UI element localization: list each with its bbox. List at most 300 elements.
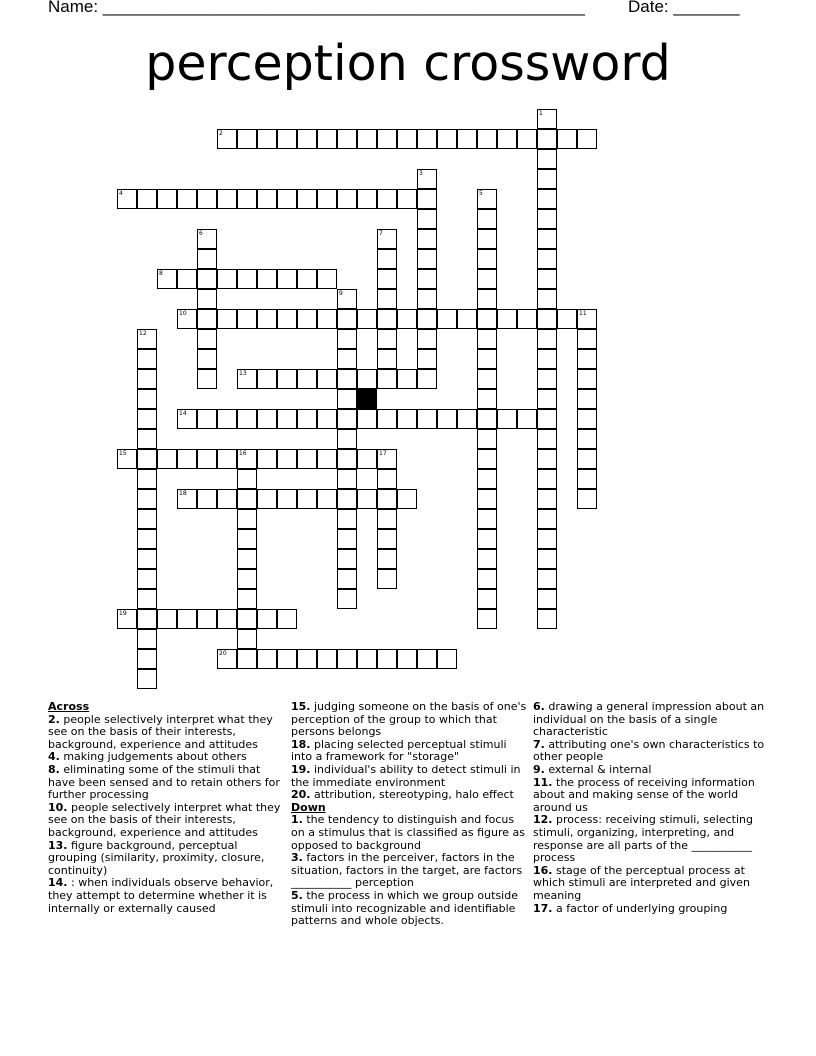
- clue-number: 19: [119, 610, 127, 617]
- grid-cell[interactable]: [377, 529, 397, 549]
- grid-cell[interactable]: [237, 449, 257, 469]
- grid-cell[interactable]: [317, 269, 337, 289]
- grid-cell[interactable]: [537, 529, 557, 549]
- grid-cell[interactable]: [477, 129, 497, 149]
- grid-cell[interactable]: [537, 449, 557, 469]
- clue-number: 17: [379, 450, 387, 457]
- grid-cell[interactable]: [137, 389, 157, 409]
- grid-cell[interactable]: [337, 489, 357, 509]
- clue-number: 3: [419, 170, 423, 177]
- grid-cell[interactable]: [337, 549, 357, 569]
- grid-cell[interactable]: [137, 569, 157, 589]
- grid-cell[interactable]: [337, 649, 357, 669]
- clue-number: 12: [139, 330, 147, 337]
- grid-cell[interactable]: [397, 129, 417, 149]
- grid-cell[interactable]: [377, 409, 397, 429]
- clue-number: 6: [199, 230, 203, 237]
- grid-cell[interactable]: [537, 249, 557, 269]
- grid-cell[interactable]: [417, 129, 437, 149]
- clue-column-2: [291, 701, 531, 928]
- grid-cell[interactable]: [477, 389, 497, 409]
- grid-cell[interactable]: [477, 509, 497, 529]
- grid-cell[interactable]: [137, 469, 157, 489]
- clue-column-3: [533, 701, 773, 915]
- grid-cell[interactable]: [297, 309, 317, 329]
- grid-cell[interactable]: [437, 649, 457, 669]
- grid-cell[interactable]: [137, 349, 157, 369]
- clue-across-4: 4. making judgements about others: [48, 750, 247, 764]
- grid-cell[interactable]: [417, 409, 437, 429]
- grid-cell[interactable]: [297, 489, 317, 509]
- grid-cell[interactable]: [577, 449, 597, 469]
- grid-cell[interactable]: [537, 489, 557, 509]
- grid-cell[interactable]: [137, 429, 157, 449]
- grid-cell[interactable]: [197, 369, 217, 389]
- grid-cell[interactable]: [177, 609, 197, 629]
- grid-cell[interactable]: [197, 229, 217, 249]
- grid-cell[interactable]: [317, 189, 337, 209]
- name-field-label: Name: ___________________________________________________: [48, 0, 585, 16]
- grid-cell[interactable]: [377, 189, 397, 209]
- grid-cell[interactable]: [337, 449, 357, 469]
- grid-cell[interactable]: [477, 489, 497, 509]
- grid-cell[interactable]: [357, 409, 377, 429]
- grid-cell[interactable]: [377, 129, 397, 149]
- grid-cell[interactable]: [577, 329, 597, 349]
- grid-cell[interactable]: [297, 449, 317, 469]
- clue-across-19: 19. individual's ability to detect stimuli in the immediate environment: [291, 762, 521, 789]
- grid-cell[interactable]: [237, 609, 257, 629]
- grid-cell[interactable]: [277, 649, 297, 669]
- grid-cell[interactable]: [537, 289, 557, 309]
- grid-cell[interactable]: [417, 329, 437, 349]
- grid-cell[interactable]: [377, 469, 397, 489]
- grid-cell[interactable]: [537, 309, 557, 329]
- grid-cell[interactable]: [477, 409, 497, 429]
- grid-cell[interactable]: [237, 629, 257, 649]
- grid-cell[interactable]: [537, 189, 557, 209]
- grid-cell[interactable]: [417, 209, 437, 229]
- grid-cell[interactable]: [377, 489, 397, 509]
- grid-cell[interactable]: [177, 489, 197, 509]
- grid-cell[interactable]: [377, 349, 397, 369]
- grid-cell[interactable]: [537, 129, 557, 149]
- grid-cell[interactable]: [417, 189, 437, 209]
- grid-cell[interactable]: [577, 309, 597, 329]
- grid-cell[interactable]: [197, 349, 217, 369]
- grid-cell[interactable]: [137, 669, 157, 689]
- grid-cell[interactable]: [497, 409, 517, 429]
- grid-cell[interactable]: [457, 309, 477, 329]
- grid-cell[interactable]: [477, 309, 497, 329]
- grid-cell[interactable]: [397, 489, 417, 509]
- grid-cell[interactable]: [197, 309, 217, 329]
- grid-cell[interactable]: [197, 409, 217, 429]
- grid-cell[interactable]: [157, 189, 177, 209]
- clue-across-18: 18. placing selected perceptual stimuli into a framework for "storage": [291, 737, 507, 764]
- grid-cell[interactable]: [557, 309, 577, 329]
- grid-cell[interactable]: [357, 369, 377, 389]
- grid-cell[interactable]: [477, 589, 497, 609]
- grid-cell[interactable]: [377, 509, 397, 529]
- clue-across-15: 15. judging someone on the basis of one's perception of the group to which that persons belongs: [291, 700, 527, 739]
- grid-cell[interactable]: [257, 409, 277, 429]
- grid-cell[interactable]: [237, 409, 257, 429]
- grid-cell[interactable]: [477, 609, 497, 629]
- grid-cell[interactable]: [377, 549, 397, 569]
- grid-cell[interactable]: [317, 409, 337, 429]
- grid-cell[interactable]: [197, 329, 217, 349]
- grid-cell[interactable]: [257, 269, 277, 289]
- grid-cell[interactable]: [297, 189, 317, 209]
- grid-cell[interactable]: [317, 369, 337, 389]
- grid-cell[interactable]: [197, 289, 217, 309]
- grid-cell[interactable]: [417, 249, 437, 269]
- grid-cell[interactable]: [457, 129, 477, 149]
- grid-cell[interactable]: [137, 489, 157, 509]
- grid-cell[interactable]: [497, 309, 517, 329]
- grid-cell[interactable]: [237, 549, 257, 569]
- grid-cell[interactable]: [477, 269, 497, 289]
- grid-cell[interactable]: [477, 289, 497, 309]
- grid-cell[interactable]: [417, 169, 437, 189]
- grid-cell[interactable]: [277, 369, 297, 389]
- grid-cell[interactable]: [477, 349, 497, 369]
- grid-cell[interactable]: [477, 549, 497, 569]
- grid-cell[interactable]: [537, 429, 557, 449]
- grid-cell[interactable]: [297, 369, 317, 389]
- grid-cell[interactable]: [417, 269, 437, 289]
- grid-cell[interactable]: [517, 309, 537, 329]
- grid-cell[interactable]: [137, 509, 157, 529]
- grid-cell[interactable]: [257, 489, 277, 509]
- clue-down-3: 3. factors in the perceiver, factors in the situation, factors in the target, are factors ___________ perception: [291, 851, 523, 890]
- grid-cell[interactable]: [357, 449, 377, 469]
- grid-cell[interactable]: [157, 609, 177, 629]
- grid-cell[interactable]: [337, 309, 357, 329]
- clue-number: 11: [579, 310, 587, 317]
- grid-cell[interactable]: [377, 269, 397, 289]
- grid-cell[interactable]: [297, 129, 317, 149]
- grid-cell[interactable]: [237, 269, 257, 289]
- grid-cell[interactable]: [517, 409, 537, 429]
- clue-number: 9: [339, 290, 343, 297]
- grid-cell[interactable]: [457, 409, 477, 429]
- grid-cell[interactable]: [337, 329, 357, 349]
- grid-cell[interactable]: [237, 489, 257, 509]
- grid-cell[interactable]: [137, 329, 157, 349]
- clue-number: 20: [219, 650, 227, 657]
- clue-number: 2: [219, 130, 223, 137]
- grid-cell[interactable]: [577, 129, 597, 149]
- grid-cell[interactable]: [477, 329, 497, 349]
- grid-cell[interactable]: [197, 449, 217, 469]
- grid-cell[interactable]: [377, 649, 397, 669]
- down-heading: Down: [291, 800, 326, 814]
- grid-cell[interactable]: [537, 609, 557, 629]
- clue-number: 7: [379, 230, 383, 237]
- clue-down-5: 5. the process in which we group outside stimuli into recognizable and identifiable patterns and whole objects.: [291, 888, 518, 928]
- grid-cell[interactable]: [477, 429, 497, 449]
- grid-cell[interactable]: [157, 269, 177, 289]
- grid-cell[interactable]: [277, 609, 297, 629]
- grid-cell[interactable]: [277, 309, 297, 329]
- clue-across-20: 20. attribution, stereotyping, halo effect: [291, 788, 514, 802]
- grid-cell[interactable]: [477, 189, 497, 209]
- grid-cell[interactable]: [537, 549, 557, 569]
- grid-cell[interactable]: [337, 129, 357, 149]
- grid-cell[interactable]: [257, 129, 277, 149]
- grid-cell[interactable]: [137, 369, 157, 389]
- grid-cell[interactable]: [397, 649, 417, 669]
- grid-cell[interactable]: [537, 329, 557, 349]
- grid-cell[interactable]: [257, 309, 277, 329]
- grid-cell[interactable]: [257, 609, 277, 629]
- grid-cell[interactable]: [237, 129, 257, 149]
- grid-cell[interactable]: [357, 489, 377, 509]
- grid-cell[interactable]: [317, 309, 337, 329]
- grid-cell[interactable]: [537, 389, 557, 409]
- grid-cell[interactable]: [537, 229, 557, 249]
- grid-cell[interactable]: [357, 189, 377, 209]
- clue-across-8: 8. eliminating some of the stimuli that have been sensed and to retain others for further processing: [48, 762, 280, 802]
- grid-cell[interactable]: [377, 289, 397, 309]
- grid-cell[interactable]: [337, 569, 357, 589]
- clue-number: 14: [179, 410, 187, 417]
- grid-cell[interactable]: [277, 489, 297, 509]
- grid-cell[interactable]: [257, 649, 277, 669]
- grid-cell[interactable]: [577, 389, 597, 409]
- grid-cell[interactable]: [537, 169, 557, 189]
- grid-cell[interactable]: [337, 389, 357, 409]
- grid-cell[interactable]: [337, 529, 357, 549]
- clue-across-10: 10. people selectively interpret what they see on the basis of their interests, background, experience and attitudes: [48, 800, 281, 839]
- grid-cell[interactable]: [177, 309, 197, 329]
- grid-cell[interactable]: [297, 269, 317, 289]
- grid-cell[interactable]: [377, 329, 397, 349]
- clue-down-7: 7. attributing one's own characteristics to other people: [533, 737, 765, 764]
- grid-cell[interactable]: [377, 449, 397, 469]
- grid-cell[interactable]: [357, 649, 377, 669]
- black-square: [357, 389, 377, 409]
- grid-cell[interactable]: [137, 589, 157, 609]
- grid-cell[interactable]: [197, 609, 217, 629]
- grid-cell[interactable]: [397, 189, 417, 209]
- grid-cell[interactable]: [217, 129, 237, 149]
- grid-cell[interactable]: [577, 369, 597, 389]
- grid-cell[interactable]: [257, 449, 277, 469]
- grid-cell[interactable]: [537, 369, 557, 389]
- grid-cell[interactable]: [237, 509, 257, 529]
- grid-cell[interactable]: [137, 409, 157, 429]
- grid-cell[interactable]: [537, 149, 557, 169]
- grid-cell[interactable]: [197, 269, 217, 289]
- grid-cell[interactable]: [417, 369, 437, 389]
- grid-cell[interactable]: [477, 469, 497, 489]
- grid-cell[interactable]: [397, 369, 417, 389]
- grid-cell[interactable]: [537, 509, 557, 529]
- date-field-label: Date: _______: [628, 0, 740, 16]
- grid-cell[interactable]: [577, 489, 597, 509]
- grid-cell[interactable]: [237, 569, 257, 589]
- grid-cell[interactable]: [197, 189, 217, 209]
- grid-cell[interactable]: [277, 409, 297, 429]
- grid-cell[interactable]: [137, 629, 157, 649]
- grid-cell[interactable]: [497, 129, 517, 149]
- grid-cell[interactable]: [357, 309, 377, 329]
- clue-across-2: 2. people selectively interpret what they see on the basis of their interests, background, experience and attitudes: [48, 712, 273, 751]
- grid-cell[interactable]: [337, 509, 357, 529]
- grid-cell[interactable]: [137, 649, 157, 669]
- grid-cell[interactable]: [117, 449, 137, 469]
- grid-cell[interactable]: [337, 349, 357, 369]
- clue-number: 10: [179, 310, 187, 317]
- grid-cell[interactable]: [217, 409, 237, 429]
- grid-cell[interactable]: [237, 649, 257, 669]
- grid-cell[interactable]: [297, 649, 317, 669]
- grid-cell[interactable]: [217, 649, 237, 669]
- grid-cell[interactable]: [417, 349, 437, 369]
- grid-cell[interactable]: [437, 129, 457, 149]
- grid-cell[interactable]: [197, 489, 217, 509]
- grid-cell[interactable]: [177, 449, 197, 469]
- clue-number: 8: [159, 270, 163, 277]
- across-heading: Across: [48, 700, 90, 713]
- clue-down-17: 17. a factor of underlying grouping: [533, 901, 728, 915]
- grid-cell[interactable]: [517, 129, 537, 149]
- grid-cell[interactable]: [537, 469, 557, 489]
- grid-cell[interactable]: [537, 409, 557, 429]
- grid-cell[interactable]: [177, 269, 197, 289]
- grid-cell[interactable]: [417, 229, 437, 249]
- grid-cell[interactable]: [337, 289, 357, 309]
- grid-cell[interactable]: [337, 369, 357, 389]
- grid-cell[interactable]: [217, 489, 237, 509]
- grid-cell[interactable]: [537, 349, 557, 369]
- grid-cell[interactable]: [237, 189, 257, 209]
- grid-cell[interactable]: [417, 309, 437, 329]
- grid-cell[interactable]: [277, 189, 297, 209]
- grid-cell[interactable]: [137, 189, 157, 209]
- grid-cell[interactable]: [157, 449, 177, 469]
- grid-cell[interactable]: [477, 369, 497, 389]
- grid-cell[interactable]: [377, 229, 397, 249]
- clue-number: 5: [479, 190, 483, 197]
- grid-cell[interactable]: [217, 189, 237, 209]
- grid-cell[interactable]: [337, 429, 357, 449]
- grid-cell[interactable]: [397, 409, 417, 429]
- grid-cell[interactable]: [277, 269, 297, 289]
- grid-cell[interactable]: [217, 609, 237, 629]
- grid-cell[interactable]: [337, 469, 357, 489]
- clue-down-12: 12. process: receiving stimuli, selecting stimuli, organizing, interpreting, and response are all parts of the ___________ process: [533, 813, 753, 865]
- grid-cell[interactable]: [477, 449, 497, 469]
- grid-cell[interactable]: [357, 129, 377, 149]
- grid-cell[interactable]: [577, 429, 597, 449]
- grid-cell[interactable]: [237, 529, 257, 549]
- grid-cell[interactable]: [137, 449, 157, 469]
- grid-cell[interactable]: [317, 129, 337, 149]
- grid-cell[interactable]: [177, 189, 197, 209]
- grid-cell[interactable]: [397, 309, 417, 329]
- clue-number: 1: [539, 110, 543, 117]
- grid-cell[interactable]: [577, 469, 597, 489]
- clue-down-16: 16. stage of the perceptual process at which stimuli are interpreted and given meaning: [533, 863, 750, 902]
- grid-cell[interactable]: [577, 349, 597, 369]
- grid-cell[interactable]: [537, 209, 557, 229]
- grid-cell[interactable]: [477, 529, 497, 549]
- grid-cell[interactable]: [217, 309, 237, 329]
- grid-cell[interactable]: [117, 609, 137, 629]
- grid-cell[interactable]: [417, 289, 437, 309]
- grid-cell[interactable]: [477, 229, 497, 249]
- clue-number: 15: [119, 450, 127, 457]
- grid-cell[interactable]: [137, 609, 157, 629]
- grid-cell[interactable]: [277, 129, 297, 149]
- grid-cell[interactable]: [217, 269, 237, 289]
- grid-cell[interactable]: [137, 529, 157, 549]
- grid-cell[interactable]: [537, 569, 557, 589]
- clue-across-14: 14. : when individuals observe behavior, they attempt to determine whether it is internally or externally caused: [48, 876, 274, 915]
- grid-cell[interactable]: [377, 249, 397, 269]
- clue-number: 13: [239, 370, 247, 377]
- grid-cell[interactable]: [137, 549, 157, 569]
- clue-column-1: [48, 701, 288, 915]
- grid-cell[interactable]: [317, 449, 337, 469]
- grid-cell[interactable]: [557, 129, 577, 149]
- grid-cell[interactable]: [237, 309, 257, 329]
- grid-cell[interactable]: [317, 649, 337, 669]
- grid-cell[interactable]: [257, 369, 277, 389]
- grid-cell[interactable]: [437, 309, 457, 329]
- grid-cell[interactable]: [337, 409, 357, 429]
- grid-cell[interactable]: [577, 409, 597, 429]
- grid-cell[interactable]: [537, 269, 557, 289]
- clue-down-1: 1. the tendency to distinguish and focus on a stimulus that is classified as figure as opposed to background: [291, 813, 526, 852]
- grid-cell[interactable]: [217, 449, 237, 469]
- grid-cell[interactable]: [237, 369, 257, 389]
- clue-number: 18: [179, 490, 187, 497]
- grid-cell[interactable]: [537, 589, 557, 609]
- grid-cell[interactable]: [237, 469, 257, 489]
- grid-cell[interactable]: [437, 409, 457, 429]
- grid-cell[interactable]: [537, 109, 557, 129]
- grid-cell[interactable]: [337, 589, 357, 609]
- clue-down-6: 6. drawing a general impression about an individual on the basis of a single characteristic: [533, 700, 765, 739]
- clue-down-11: 11. the process of receiving information about and making sense of the world around us: [533, 775, 755, 814]
- clue-number: 16: [239, 450, 247, 457]
- grid-cell[interactable]: [197, 249, 217, 269]
- grid-cell[interactable]: [477, 249, 497, 269]
- grid-cell[interactable]: [477, 569, 497, 589]
- page-title: perception crossword: [145, 35, 671, 92]
- grid-cell[interactable]: [277, 449, 297, 469]
- clue-down-9: 9. external & internal: [533, 762, 652, 776]
- grid-cell[interactable]: [297, 409, 317, 429]
- grid-cell[interactable]: [377, 309, 397, 329]
- grid-cell[interactable]: [117, 189, 137, 209]
- grid-cell[interactable]: [257, 189, 277, 209]
- grid-cell[interactable]: [317, 489, 337, 509]
- grid-cell[interactable]: [377, 369, 397, 389]
- grid-cell[interactable]: [237, 589, 257, 609]
- grid-cell[interactable]: [417, 649, 437, 669]
- grid-cell[interactable]: [337, 189, 357, 209]
- grid-cell[interactable]: [477, 209, 497, 229]
- grid-cell[interactable]: [177, 409, 197, 429]
- clue-across-13: 13. figure background, perceptual grouping (similarity, proximity, closure, continuity): [48, 838, 265, 877]
- grid-cell[interactable]: [377, 569, 397, 589]
